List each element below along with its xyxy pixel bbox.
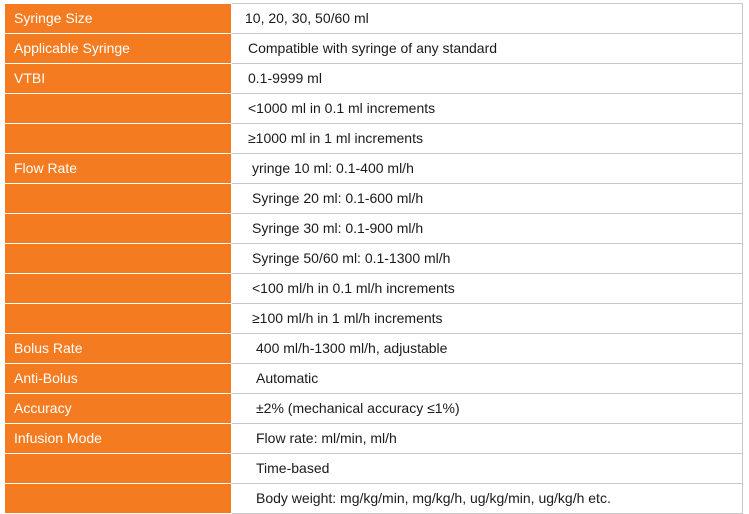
spec-label: Infusion Mode	[6, 424, 232, 454]
spec-label	[6, 244, 232, 274]
spec-value-cell	[232, 34, 743, 64]
spec-value: Time-based	[256, 460, 330, 476]
spec-value: Body weight: mg/kg/min, mg/kg/h, ug/kg/min, ug/kg/h etc.	[256, 490, 611, 506]
spec-value: Compatible with syringe of any standard	[248, 40, 498, 56]
spec-value-cell	[232, 94, 743, 124]
spec-row	[6, 94, 743, 124]
spec-value-cell	[232, 454, 743, 484]
spec-value-cell	[232, 124, 743, 154]
spec-label: Accuracy	[6, 394, 232, 424]
spec-row	[6, 334, 743, 364]
spec-value-cell	[232, 394, 743, 424]
spec-value: <100 ml/h in 0.1 ml/h increments	[252, 280, 455, 296]
spec-label: Syringe Size	[6, 4, 232, 34]
spec-table	[5, 3, 743, 514]
spec-label: Flow Rate	[6, 154, 232, 184]
spec-row	[6, 304, 743, 334]
spec-row	[6, 424, 743, 454]
spec-row	[6, 364, 743, 394]
spec-label: Applicable Syringe	[6, 34, 232, 64]
spec-value: <1000 ml in 0.1 ml increments	[248, 100, 436, 116]
spec-value-cell	[232, 244, 743, 274]
spec-label	[6, 454, 232, 484]
spec-value: Flow rate: ml/min, ml/h	[256, 430, 397, 446]
spec-value: ≥1000 ml in 1 ml increments	[248, 130, 423, 146]
spec-label	[6, 94, 232, 124]
spec-value-cell	[232, 364, 743, 394]
spec-value-cell	[232, 4, 743, 34]
spec-value-cell	[232, 484, 743, 514]
spec-value-cell	[232, 274, 743, 304]
spec-value-cell	[232, 334, 743, 364]
spec-value-cell	[232, 214, 743, 244]
spec-value: 10, 20, 30, 50/60 ml	[245, 10, 369, 26]
spec-value: Syringe 50/60 ml: 0.1-1300 ml/h	[252, 250, 451, 266]
spec-value-cell	[232, 64, 743, 94]
spec-row	[6, 154, 743, 184]
spec-row	[6, 124, 743, 154]
spec-value-cell	[232, 184, 743, 214]
spec-row	[6, 214, 743, 244]
spec-value: Automatic	[256, 370, 319, 386]
spec-value: 0.1-9999 ml	[248, 70, 322, 86]
spec-value-cell	[232, 304, 743, 334]
spec-value: ±2% (mechanical accuracy ≤1%)	[256, 400, 460, 416]
spec-label	[6, 304, 232, 334]
spec-row	[6, 274, 743, 304]
spec-row	[6, 64, 743, 94]
spec-row	[6, 4, 743, 34]
spec-row	[6, 184, 743, 214]
spec-table-body	[6, 4, 743, 514]
spec-label	[6, 214, 232, 244]
spec-row	[6, 454, 743, 484]
spec-row	[6, 34, 743, 64]
spec-value: yringe 10 ml: 0.1-400 ml/h	[252, 160, 414, 176]
spec-row	[6, 484, 743, 514]
spec-label	[6, 484, 232, 514]
spec-value-cell	[232, 424, 743, 454]
spec-value: 400 ml/h-1300 ml/h, adjustable	[256, 340, 448, 356]
spec-label: Bolus Rate	[6, 334, 232, 364]
spec-value-cell	[232, 154, 743, 184]
spec-label	[6, 274, 232, 304]
spec-label: VTBI	[6, 64, 232, 94]
spec-label	[6, 184, 232, 214]
spec-value: Syringe 30 ml: 0.1-900 ml/h	[252, 220, 424, 236]
spec-row	[6, 244, 743, 274]
spec-label	[6, 124, 232, 154]
spec-value: Syringe 20 ml: 0.1-600 ml/h	[252, 190, 424, 206]
spec-row	[6, 394, 743, 424]
spec-value: ≥100 ml/h in 1 ml/h increments	[252, 310, 443, 326]
spec-label: Anti-Bolus	[6, 364, 232, 394]
